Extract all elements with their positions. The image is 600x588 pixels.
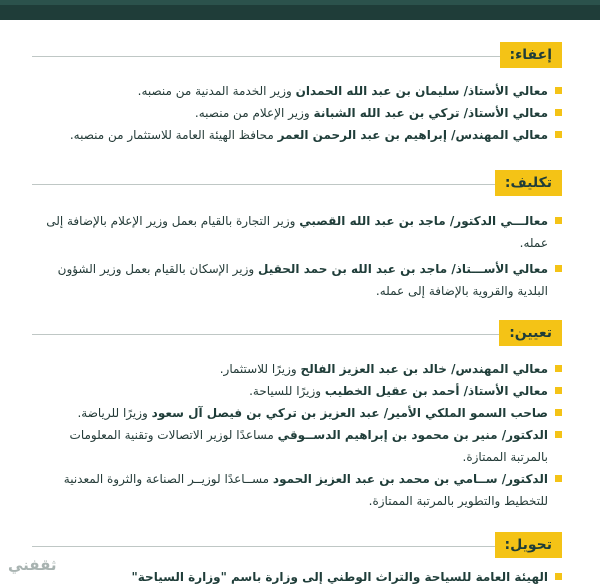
document-body	[0, 20, 600, 584]
item-text: وزيرًا للرياضة.	[77, 406, 152, 420]
person-name: معالي الأســـتاذ/ ماجد بن عبد الله بن حمد الحقيل	[258, 262, 548, 276]
bullet-icon	[555, 109, 562, 116]
person-name: معالـــي الدكتور/ ماجد بن عبد الله القصبي	[299, 214, 548, 228]
list-item	[32, 102, 562, 124]
section-appointment	[32, 320, 562, 512]
item-text: مساعدًا لوزير الاتصالات وتقنية المعلومات بالمرتبة الممتازة.	[69, 428, 548, 464]
section-divider	[32, 546, 562, 547]
bullet-icon	[555, 431, 562, 438]
item-text: وزير الإسكان بالقيام بعمل وزير الشؤون البلدية والقروية بالإضافة إلى عمله.	[57, 262, 548, 298]
list-item	[32, 380, 562, 402]
person-name: معالي الأستاذ/ أحمد بن عقيل الخطيب	[324, 384, 548, 398]
person-name: معالي المهندس/ خالد بن عبد العزيز الفالح	[300, 362, 548, 376]
bullet-icon	[555, 365, 562, 372]
person-name: معالي المهندس/ إبراهيم بن عبد الرحمن العمر	[277, 128, 548, 142]
section-header	[32, 42, 562, 70]
header-strip	[0, 0, 600, 5]
person-name: معالي الأستاذ/ تركي بن عبد الله الشبانة	[313, 106, 548, 120]
item-list	[32, 80, 562, 146]
item-text: محافظ الهيئة العامة للاستثمار من منصبه.	[69, 128, 278, 142]
section-assignment	[32, 170, 562, 302]
bullet-icon	[555, 265, 562, 272]
item-text: وزير الإعلام من منصبه.	[194, 106, 314, 120]
list-item	[32, 468, 562, 512]
header-bar	[0, 0, 600, 20]
bullet-icon	[555, 217, 562, 224]
item-name: الهيئة العامة للسياحة والتراث الوطني إلى وزارة باسم "وزارة السياحة"	[131, 570, 548, 584]
list-item	[32, 124, 562, 146]
section-divider	[32, 184, 562, 185]
section-title: تكليف:	[495, 170, 562, 196]
section-exemption	[32, 42, 562, 146]
person-name: الدكتور/ ســامي بن محمد بن عبد العزيز الحمود	[272, 472, 548, 486]
item-text: وزيرًا للاستثمار.	[219, 362, 301, 376]
bullet-icon	[555, 131, 562, 138]
bullet-icon	[555, 87, 562, 94]
list-item	[32, 80, 562, 102]
item-list	[32, 358, 562, 512]
section-divider	[32, 56, 562, 57]
list-item	[32, 258, 562, 302]
section-title: تحويل:	[495, 532, 562, 558]
item-text: وزير الخدمة المدنية من منصبه.	[137, 84, 296, 98]
person-name: معالي الأستاذ/ سليمان بن عبد الله الحمدان	[295, 84, 548, 98]
list-item	[32, 210, 562, 254]
item-text: وزيرًا للسياحة.	[249, 384, 325, 398]
section-header	[32, 320, 562, 348]
section-divider	[32, 334, 562, 335]
site-logo: ثقفني	[8, 556, 57, 574]
item-list	[32, 210, 562, 302]
section-title: إعفاء:	[500, 42, 562, 68]
person-name: الدكتور/ منير بن محمود بن إبراهيم الدســوقي	[277, 428, 548, 442]
list-item	[32, 402, 562, 424]
bullet-icon	[555, 409, 562, 416]
list-item	[32, 358, 562, 380]
section-title: تعيين:	[499, 320, 562, 346]
item-text: وزير التجارة بالقيام بعمل وزير الإعلام بالإضافة إلى عمله.	[46, 214, 548, 250]
person-name: صاحب السمو الملكي الأمير/ عبد العزيز بن تركي بن فيصل آل سعود	[151, 406, 548, 420]
section-header	[32, 532, 562, 560]
bullet-icon	[555, 387, 562, 394]
item-list	[32, 566, 562, 588]
list-item	[32, 424, 562, 468]
bullet-icon	[555, 475, 562, 482]
list-item	[32, 566, 562, 588]
section-header	[32, 170, 562, 198]
bullet-icon	[555, 573, 562, 580]
item-text: مســاعدًا لوزيــر الصناعة والثروة المعدنية للتخطيط والتطوير بالمرتبة الممتازة.	[63, 472, 548, 508]
